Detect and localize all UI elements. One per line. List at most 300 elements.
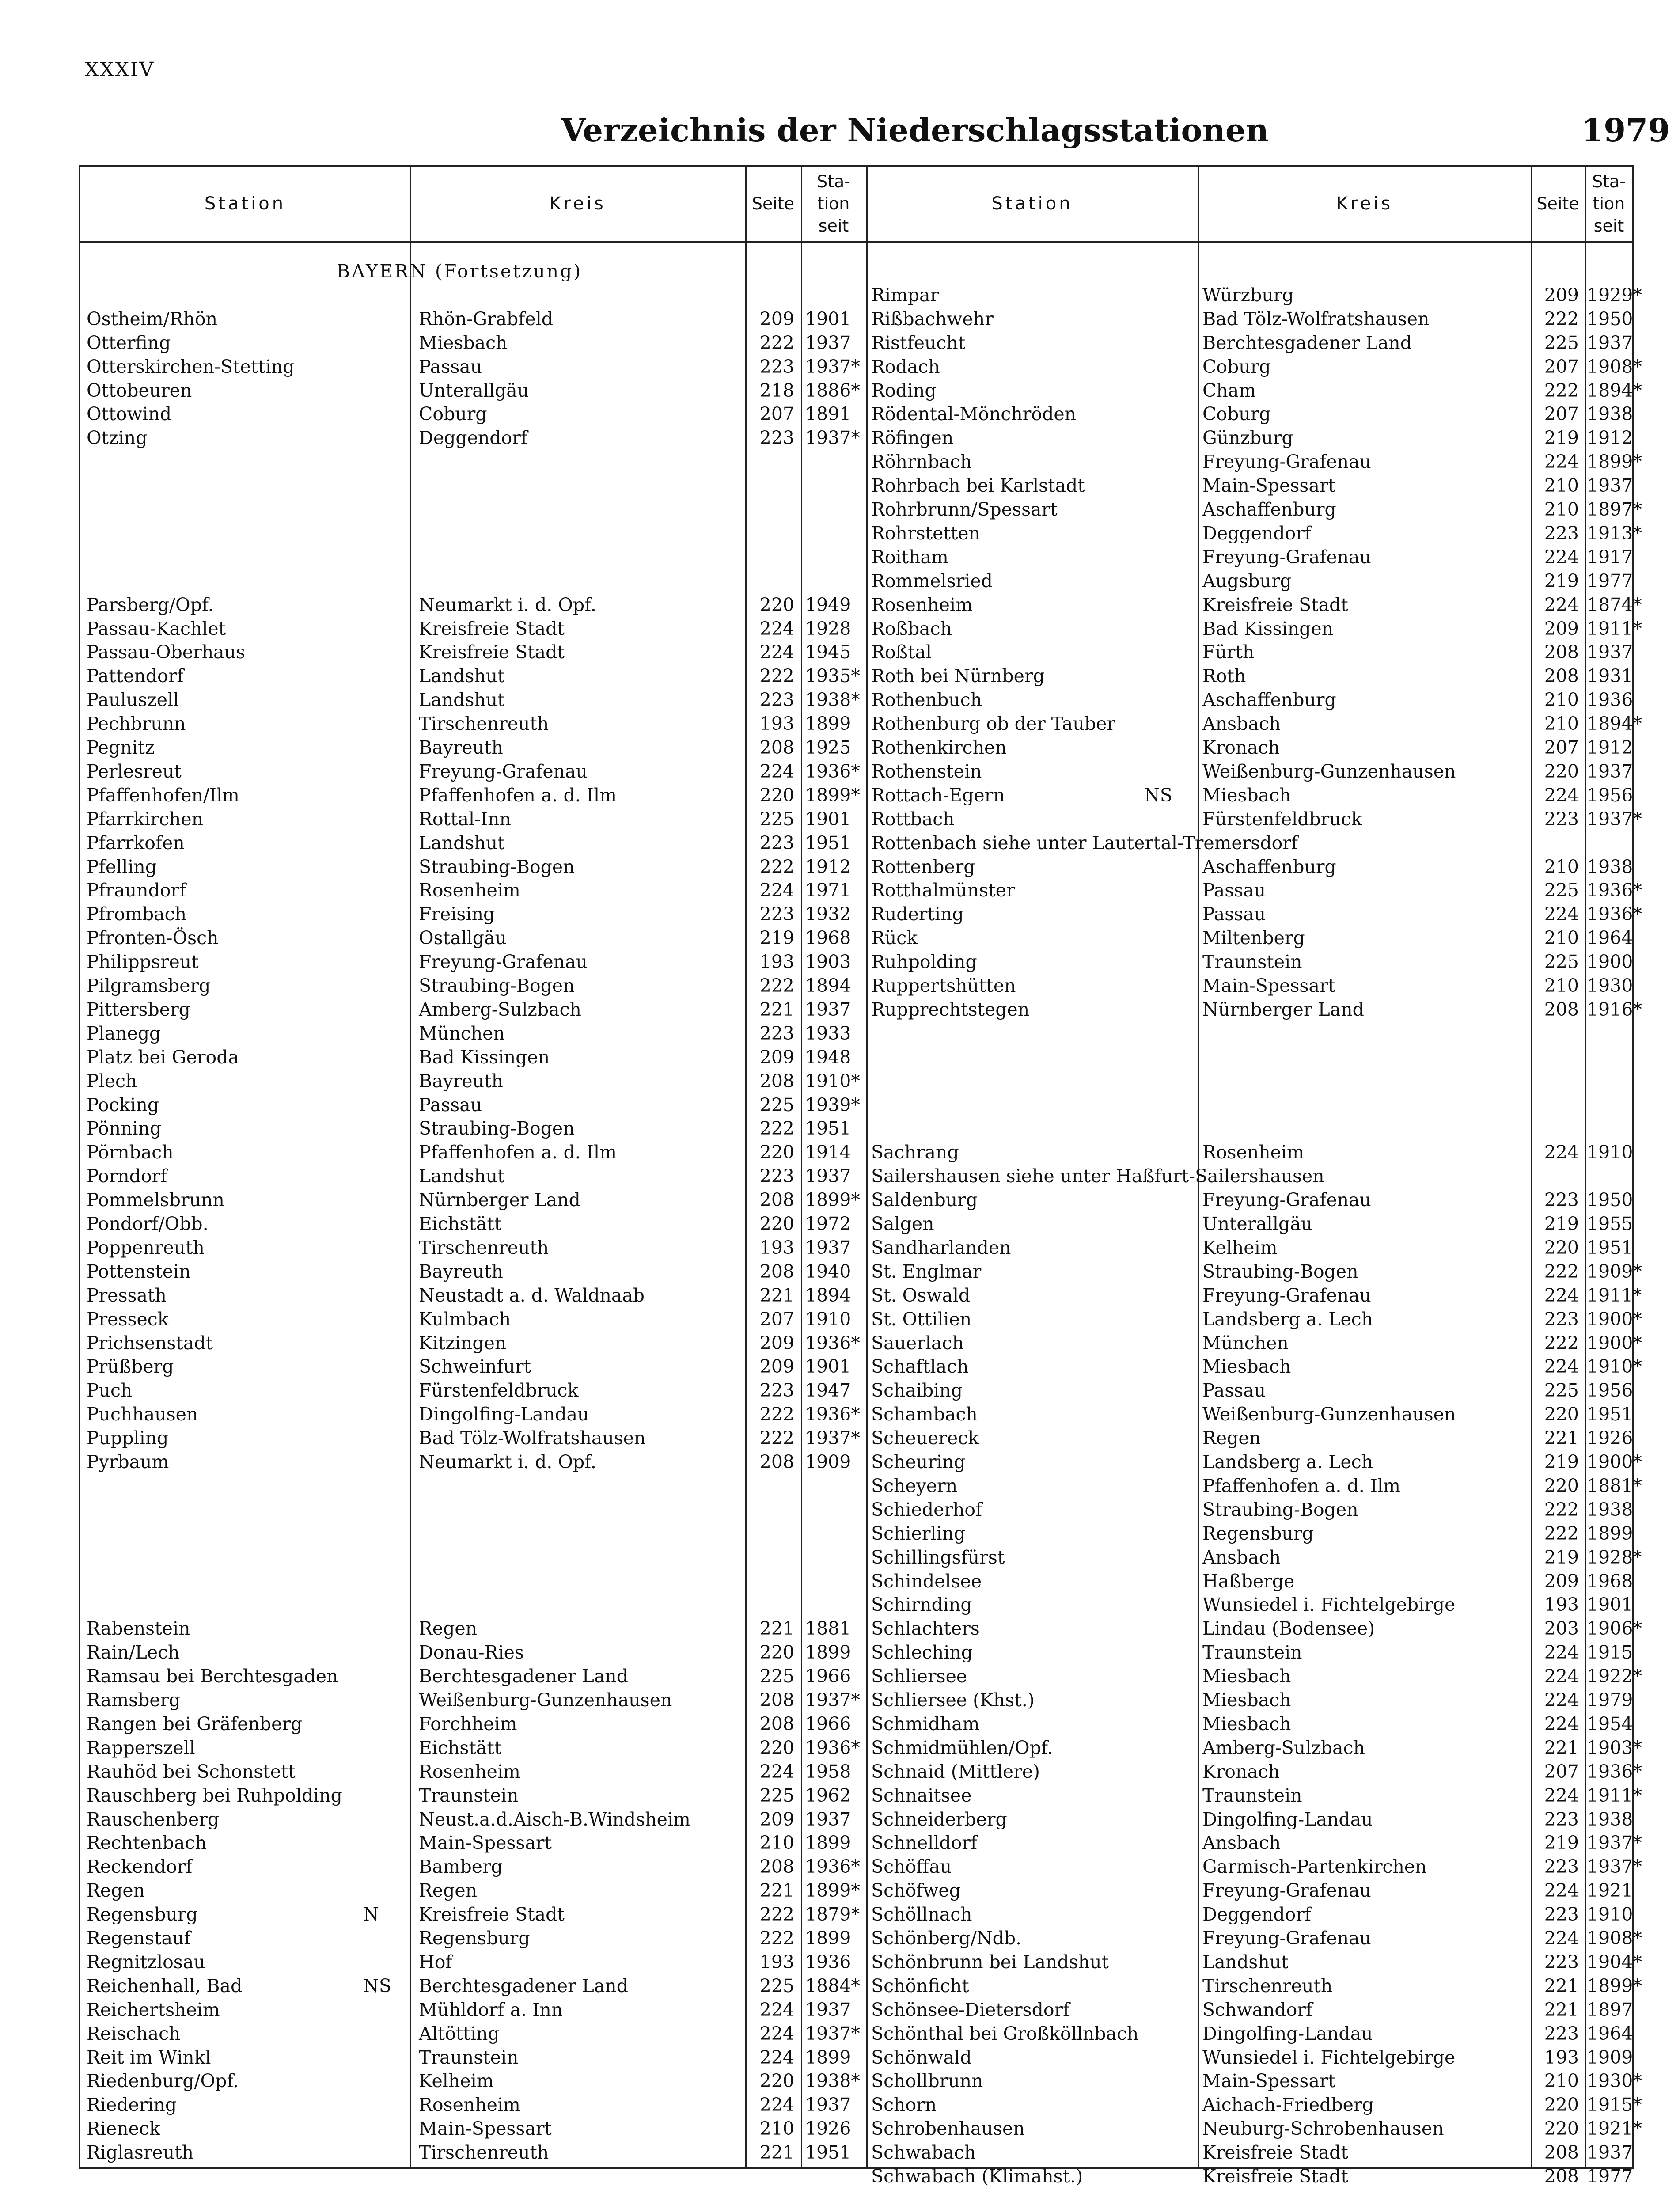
kreis-name: Regen (419, 1880, 478, 1902)
station-name: Rohrbach bei Karlstadt (871, 475, 1085, 497)
kreis-name: Landshut (1202, 1951, 1289, 1973)
kreis-name: Wunsiedel i. Fichtelgebirge (1202, 1594, 1456, 1616)
kreis-name: Weißenburg-Gunzenhausen (1202, 1404, 1456, 1425)
station-seit: 1928 (805, 618, 851, 639)
kreis-name: Bad Tölz-Wolfratshausen (419, 1427, 646, 1449)
station-seit: 1899 (1587, 1522, 1633, 1544)
table-row (80, 1950, 1642, 1974)
seite-number: 208 (759, 1451, 794, 1473)
seite-number: 220 (759, 2070, 794, 2092)
kreis-name: Rosenheim (419, 880, 520, 901)
kreis-name: Schweinfurt (419, 1356, 531, 1378)
station-name: Schöffau (871, 1856, 952, 1878)
table-row (80, 1331, 1642, 1355)
table-row (80, 283, 1642, 307)
kreis-name: Schwandorf (1202, 1999, 1313, 2020)
station-seit: 1938 (1587, 1808, 1633, 1830)
seite-number: 224 (759, 641, 794, 663)
kreis-name: Unterallgäu (1202, 1213, 1313, 1234)
kreis-name: Kitzingen (419, 1332, 507, 1354)
table-row (80, 1974, 1642, 1998)
station-seit: 1937* (1587, 808, 1642, 830)
station-name: Perlesreut (87, 760, 182, 782)
seite-number: 223 (1544, 1189, 1579, 1211)
table-row (80, 1784, 1642, 1807)
station-name: Schönsee-Dietersdorf (871, 1999, 1070, 2020)
table-row (80, 331, 1633, 355)
kreis-name: Kreisfreie Stadt (419, 641, 565, 663)
kreis-name: Deggendorf (1202, 1904, 1311, 1925)
station-seit: 1899* (1587, 1975, 1642, 1996)
station-seit: 1937 (805, 998, 851, 1020)
seite-number: 208 (759, 1856, 794, 1878)
station-seit: 1894 (805, 975, 851, 996)
station-name: Puppling (87, 1427, 169, 1449)
kreis-name: Kreisfreie Stadt (419, 618, 565, 639)
station-name: Rabenstein (87, 1618, 190, 1640)
station-note: N (363, 1904, 379, 1925)
seite-number: 219 (1544, 427, 1579, 449)
station-seit: 1911* (1587, 1784, 1642, 1806)
table-row (80, 1879, 1633, 1902)
station-seit: 1955 (1587, 1213, 1633, 1234)
station-name: Reit im Winkl (87, 2046, 211, 2068)
station-seit: 1937* (1587, 1856, 1642, 1878)
kreis-name: München (419, 1022, 505, 1044)
station-name: Platz bei Geroda (87, 1046, 239, 1068)
station-name: Sandharlanden (871, 1237, 1011, 1258)
station-seit: 1899 (805, 1832, 851, 1854)
station-seit: 1917 (1587, 546, 1633, 568)
table-row (80, 2022, 1633, 2046)
seite-number: 222 (759, 1928, 794, 1949)
station-name: Roth bei Nürnberg (871, 665, 1045, 687)
seite-number: 193 (1544, 2046, 1579, 2068)
station-name: Schirnding (871, 1594, 972, 1616)
seite-number: 219 (1544, 1546, 1579, 1568)
station-name: Planegg (87, 1022, 161, 1044)
seite-number: 223 (1544, 1904, 1579, 1925)
kreis-name: Pfaffenhofen a. d. Ilm (1202, 1475, 1400, 1496)
station-name: Schollbrunn (871, 2070, 983, 2092)
station-seit: 1928* (1587, 1546, 1642, 1568)
kreis-name: Pfaffenhofen a. d. Ilm (419, 784, 617, 806)
table-row (80, 497, 1642, 521)
header-station-right: Station (991, 194, 1073, 214)
station-name: Schönbrunn bei Landshut (871, 1951, 1109, 1973)
seite-number: 225 (1544, 1380, 1579, 1401)
station-seit: 1949 (805, 594, 851, 615)
station-seit: 1912 (1587, 427, 1633, 449)
page-year: 1979 (1581, 111, 1670, 149)
station-seit: 1922* (1587, 1666, 1642, 1687)
station-name: Schliersee (871, 1666, 967, 1687)
table-row (80, 379, 1642, 402)
kreis-name: Eichstätt (419, 1213, 502, 1234)
kreis-name: Bad Kissingen (419, 1046, 550, 1068)
seite-number: 221 (759, 998, 794, 1020)
station-seit: 1977 (1587, 570, 1633, 592)
station-name: Pfelling (87, 856, 157, 877)
station-name: Rauhöd bei Schonstett (87, 1761, 296, 1782)
kreis-name: Kulmbach (419, 1308, 511, 1330)
station-name: Pörnbach (87, 1142, 174, 1163)
page-number: XXXIV (85, 58, 155, 81)
kreis-name: Neumarkt i. d. Opf. (419, 594, 596, 615)
table-row (80, 1378, 1633, 1402)
station-name: Rain/Lech (87, 1642, 180, 1663)
station-seit: 1899* (805, 1880, 860, 1902)
kreis-name: Rottal-Inn (419, 808, 511, 830)
station-name: Schwabach (Klimahst.) (871, 2166, 1083, 2187)
station-name: Schnelldorf (871, 1832, 978, 1854)
kreis-name: Amberg-Sulzbach (1202, 1737, 1365, 1758)
table-row (80, 712, 1642, 736)
table-row (80, 1831, 1642, 1855)
kreis-name: Straubing-Bogen (1202, 1260, 1358, 1282)
station-name: Rothenkirchen (871, 737, 1007, 758)
station-name: Schöfweg (871, 1880, 961, 1902)
kreis-name: Regensburg (419, 1928, 530, 1949)
station-seit: 1897 (1587, 1999, 1633, 2020)
station-name: Rotthalmünster (871, 880, 1015, 901)
station-seit: 1909 (805, 1451, 851, 1473)
station-seit: 1894* (1587, 713, 1642, 735)
kreis-name: Traunstein (1202, 1642, 1302, 1663)
station-seit: 1903* (1587, 1737, 1642, 1758)
kreis-name: Miesbach (1202, 1689, 1291, 1711)
station-seit: 1937* (1587, 1832, 1642, 1854)
kreis-name: Neust.a.d.Aisch-B.Windsheim (419, 1808, 690, 1830)
station-name: Pfarrkirchen (87, 808, 203, 830)
seite-number: 224 (1544, 903, 1579, 925)
station-name: Rück (871, 927, 918, 949)
seite-number: 209 (1544, 618, 1579, 639)
seite-number: 224 (1544, 1356, 1579, 1378)
station-note: NS (1144, 784, 1172, 806)
table-row (80, 521, 1642, 545)
station-seit: 1913* (1587, 522, 1642, 544)
kreis-name: Passau (419, 356, 482, 377)
station-name: Presseck (87, 1308, 169, 1330)
station-name: Roßbach (871, 618, 952, 639)
seite-number: 221 (759, 2142, 794, 2163)
station-seit: 1900* (1587, 1308, 1642, 1330)
table-row (80, 1712, 1633, 1736)
kreis-name: Landshut (419, 1165, 505, 1187)
seite-number: 222 (759, 1118, 794, 1139)
station-name: Prichsenstadt (87, 1332, 213, 1354)
station-name: Passau-Oberhaus (87, 641, 245, 663)
kreis-name: Kronach (1202, 737, 1280, 758)
kreis-name: Passau (1202, 880, 1266, 901)
seite-number: 209 (759, 1808, 794, 1830)
kreis-name: Miesbach (1202, 784, 1291, 806)
station-seit: 1951 (1587, 1237, 1633, 1258)
station-seit: 1937* (805, 1689, 860, 1711)
station-seit: 1937 (1587, 641, 1633, 663)
seite-number: 193 (759, 1237, 794, 1258)
table-row (80, 1807, 1633, 1831)
seite-number: 210 (1544, 475, 1579, 497)
seite-number: 223 (759, 1165, 794, 1187)
station-name: Pilgramsberg (87, 975, 211, 996)
kreis-name: Traunstein (419, 1784, 519, 1806)
table-row (80, 1021, 1633, 1045)
station-name: Sachrang (871, 1142, 959, 1163)
station-name: Pfronten-Ösch (87, 927, 219, 949)
table-row (80, 831, 1633, 855)
station-seit: 1977 (1587, 2166, 1633, 2187)
seite-number: 208 (1544, 998, 1579, 1020)
station-name: Pommelsbrunn (87, 1189, 224, 1211)
station-name: Scheuereck (871, 1427, 979, 1449)
header-seit-line: seit (818, 216, 849, 235)
station-name: Rosenheim (871, 594, 973, 615)
station-seit: 1908* (1587, 356, 1642, 377)
header-station-seit-left (801, 167, 866, 241)
station-seit: 1911* (1587, 618, 1642, 639)
header-seite-right: Seite (1536, 194, 1579, 213)
kreis-name: Aschaffenburg (1202, 689, 1336, 711)
station-seit: 1900* (1587, 1332, 1642, 1354)
station-name: Ruderting (871, 903, 964, 925)
station-name: Schrobenhausen (871, 2118, 1025, 2140)
kreis-name: Landsberg a. Lech (1202, 1308, 1373, 1330)
seite-number: 222 (759, 665, 794, 687)
seite-number: 220 (759, 1642, 794, 1663)
station-name: Pfraundorf (87, 880, 186, 901)
kreis-name: Freyung-Grafenau (1202, 546, 1371, 568)
table-row (80, 1569, 1633, 1593)
station-name: Pechbrunn (87, 713, 186, 735)
table-row (80, 1522, 1633, 1545)
station-seit: 1937 (1587, 760, 1633, 782)
table-row (80, 1902, 1633, 1926)
station-seit: 1933 (805, 1022, 851, 1044)
seite-number: 224 (1544, 1880, 1579, 1902)
kreis-name: Roth (1202, 665, 1246, 687)
seite-number: 224 (1544, 1784, 1579, 1806)
seite-number: 222 (1544, 308, 1579, 330)
kreis-name: Coburg (1202, 356, 1271, 377)
station-seit: 1968 (1587, 1570, 1633, 1592)
kreis-name: Berchtesgadener Land (419, 1975, 628, 1996)
station-name: Ruhpolding (871, 951, 977, 973)
station-name: Rauschenberg (87, 1808, 220, 1830)
kreis-name: Aschaffenburg (1202, 499, 1336, 520)
seite-number: 207 (1544, 1761, 1579, 1782)
station-name: Rottbach (871, 808, 955, 830)
seite-number: 221 (759, 1880, 794, 1902)
station-name: Porndorf (87, 1165, 167, 1187)
kreis-name: Regen (419, 1618, 478, 1640)
station-seit: 1940 (805, 1260, 851, 1282)
seite-number: 210 (1544, 927, 1579, 949)
station-seit: 1954 (1587, 1713, 1633, 1735)
kreis-name: Kreisfreie Stadt (1202, 594, 1348, 615)
station-seit: 1937 (805, 2094, 851, 2116)
kreis-name: Unterallgäu (419, 380, 529, 401)
kreis-name: Landshut (419, 689, 505, 711)
station-name: Schindelsee (871, 1570, 982, 1592)
seite-number: 225 (1544, 951, 1579, 973)
seite-number: 224 (1544, 1666, 1579, 1687)
station-name: Pondorf/Obb. (87, 1213, 209, 1234)
station-name: Regnitzlosau (87, 1951, 205, 1973)
station-name: Schnaitsee (871, 1784, 972, 1806)
station-name: Parsberg/Opf. (87, 594, 214, 615)
station-seit: 1899 (805, 713, 851, 735)
station-seit: 1897* (1587, 499, 1642, 520)
station-seit: 1938 (1587, 403, 1633, 425)
seite-number: 220 (1544, 1237, 1579, 1258)
seite-number: 223 (1544, 1951, 1579, 1973)
station-name: Puch (87, 1380, 133, 1401)
kreis-name: Rosenheim (419, 1761, 520, 1782)
kreis-name: Kelheim (419, 2070, 494, 2092)
station-seit: 1936* (805, 760, 860, 782)
station-name: Röfingen (871, 427, 954, 449)
station-seit: 1968 (805, 927, 851, 949)
station-name: St. Ottilien (871, 1308, 972, 1330)
kreis-name: Tirschenreuth (419, 713, 549, 735)
station-seit: 1964 (1587, 927, 1633, 949)
kreis-name: Straubing-Bogen (419, 856, 575, 877)
station-name: Regenstauf (87, 1928, 191, 1949)
kreis-name: Bad Kissingen (1202, 618, 1334, 639)
kreis-name: Lindau (Bodensee) (1202, 1618, 1375, 1640)
station-name: Ottobeuren (87, 380, 192, 401)
station-seit: 1938* (805, 689, 860, 711)
seite-number: 224 (759, 2046, 794, 2068)
station-seit: 1899 (805, 2046, 851, 2068)
station-seit: 1910 (1587, 1904, 1633, 1925)
kreis-name: Miesbach (1202, 1713, 1291, 1735)
kreis-name: Tirschenreuth (419, 2142, 549, 2163)
seite-number: 221 (759, 1618, 794, 1640)
seite-number: 221 (1544, 1999, 1579, 2020)
header-seite-left: Seite (751, 194, 795, 213)
seite-number: 219 (759, 927, 794, 949)
table-row (80, 1664, 1642, 1688)
seite-number: 193 (759, 713, 794, 735)
station-seit: 1937 (1587, 2142, 1633, 2163)
seite-number: 221 (1544, 1975, 1579, 1996)
kreis-name: Deggendorf (419, 427, 527, 449)
header-seit-line: tion (1593, 194, 1625, 213)
station-seit: 1958 (805, 1761, 851, 1782)
seite-number: 222 (759, 1904, 794, 1925)
seite-number: 220 (759, 1737, 794, 1758)
station-name: Reischach (87, 2023, 181, 2044)
kreis-name: Würzburg (1202, 284, 1294, 306)
table-row (80, 664, 1633, 688)
seite-number: 221 (1544, 1737, 1579, 1758)
seite-number: 222 (759, 975, 794, 996)
station-name: Philippsreut (87, 951, 199, 973)
seite-number: 220 (1544, 1475, 1579, 1496)
seite-number: 224 (759, 1999, 794, 2020)
kreis-name: Freyung-Grafenau (1202, 1189, 1371, 1211)
kreis-name: Neumarkt i. d. Opf. (419, 1451, 596, 1473)
station-name: Schönficht (871, 1975, 969, 1996)
table-row (80, 926, 1633, 950)
station-seit: 1966 (805, 1713, 851, 1735)
seite-number: 225 (759, 1975, 794, 1996)
seite-number: 209 (1544, 1570, 1579, 1592)
table-row (80, 1260, 1642, 1283)
station-name: Schaibing (871, 1380, 963, 1401)
station-seit: 1966 (805, 1666, 851, 1687)
station-seit: 1916* (1587, 998, 1642, 1020)
station-name: Poppenreuth (87, 1237, 205, 1258)
seite-number: 220 (759, 1142, 794, 1163)
station-name: Roitham (871, 546, 948, 568)
seite-number: 208 (1544, 641, 1579, 663)
header-station-seit-right (1585, 167, 1633, 241)
station-name: Schillingsfürst (871, 1546, 1005, 1568)
seite-number: 220 (1544, 2094, 1579, 2116)
station-seit: 1912 (1587, 737, 1633, 758)
station-seit: 1879* (805, 1904, 860, 1925)
kreis-name: Landshut (419, 832, 505, 854)
table-row (80, 2046, 1633, 2069)
kreis-name: Coburg (1202, 403, 1271, 425)
seite-number: 210 (1544, 975, 1579, 996)
kreis-name: Freyung-Grafenau (1202, 1284, 1371, 1306)
seite-number: 222 (1544, 1332, 1579, 1354)
table-row (80, 450, 1642, 474)
kreis-name: Main-Spessart (419, 1832, 552, 1854)
seite-number: 223 (759, 427, 794, 449)
table-row (80, 902, 1642, 926)
seite-number: 220 (1544, 2118, 1579, 2140)
station-seit: 1937* (805, 2023, 860, 2044)
seite-number: 222 (759, 332, 794, 353)
kreis-name: Freyung-Grafenau (1202, 1880, 1371, 1902)
station-name: Rieneck (87, 2118, 160, 2140)
table-row (80, 2164, 1633, 2188)
kreis-name: Kreisfreie Stadt (1202, 2166, 1348, 2187)
table-row (80, 545, 1633, 569)
station-note: NS (363, 1975, 391, 1996)
seite-number: 208 (759, 1713, 794, 1735)
kreis-name: Kronach (1202, 1761, 1280, 1782)
seite-number: 225 (1544, 880, 1579, 901)
station-name: Otzing (87, 427, 148, 449)
kreis-name: Weißenburg-Gunzenhausen (419, 1689, 672, 1711)
station-seit: 1930 (1587, 975, 1633, 996)
kreis-name: Freyung-Grafenau (419, 760, 588, 782)
station-seit: 1937 (805, 1808, 851, 1830)
seite-number: 223 (1544, 808, 1579, 830)
station-name: Rodach (871, 356, 940, 377)
station-name: Regensburg (87, 1904, 198, 1925)
seite-number: 223 (759, 1380, 794, 1401)
station-name: Riedenburg/Opf. (87, 2070, 239, 2092)
station-name: Sailershausen siehe unter Haßfurt-Sailershausen (871, 1165, 1324, 1187)
seite-number: 222 (1544, 1522, 1579, 1544)
table-row (80, 2093, 1642, 2117)
station-seit: 1947 (805, 1380, 851, 1401)
station-seit: 1936* (805, 1856, 860, 1878)
table-row (80, 1926, 1642, 1950)
kreis-name: Tirschenreuth (1202, 1975, 1333, 1996)
station-name: St. Englmar (871, 1260, 982, 1282)
seite-number: 208 (759, 1070, 794, 1092)
kreis-name: Passau (419, 1094, 482, 1116)
